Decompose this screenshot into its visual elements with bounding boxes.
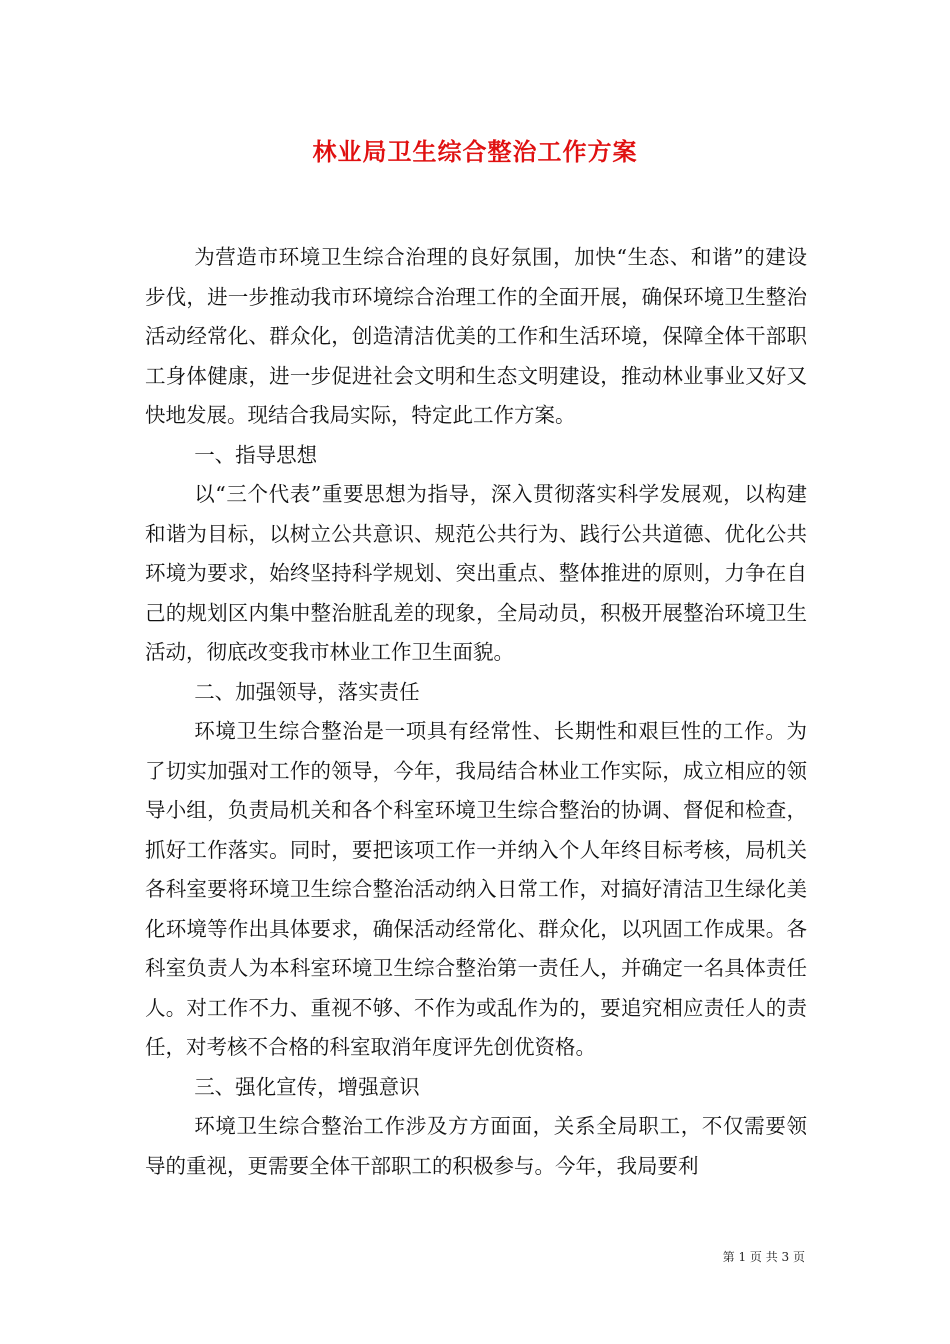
document-body: [145, 238, 807, 1186]
intro-paragraph: 为营造市环境卫生综合治理的良好氛围，加快“生态、和谐”的建设步伐，进一步推动我市环境综合治理工作的全面开展，确保环境卫生整治活动经常化、群众化，创造清洁优美的工作和生活环境，保障全体干部职工身体健康，进一步促进社会文明和生态文明建设，推动林业事业又好又快地发展。现结合我局实际，特定此工作方案。: [145, 245, 807, 427]
section-heading-guiding-ideology: 一、指导思想: [194, 442, 318, 467]
page-number: 第 1 页 共 3 页: [722, 1250, 805, 1264]
section-heading-leadership: 二、加强领导，落实责任: [194, 679, 420, 704]
document-title: 林业局卫生综合整治工作方案: [312, 137, 638, 166]
leadership-paragraph: 环境卫生综合整治是一项具有经常性、长期性和艰巨性的工作。为了切实加强对工作的领导，今年，我局结合林业工作实际，成立相应的领导小组，负责局机关和各个科室环境卫生综合整治的协调、督促和检查，抓好工作落实。同时，要把该项工作一并纳入个人年终目标考核，局机关各科室要将环境卫生综合整治活动纳入日常工作，对搞好清洁卫生绿化美化环境等作出具体要求，确保活动经常化、群众化，以巩固工作成果。各科室负责人为本科室环境卫生综合整治第一责任人，并确定一名具体责任人。对工作不力、重视不够、不作为或乱作为的，要追究相应责任人的责任，对考核不合格的科室取消年度评先创优资格。: [145, 719, 807, 1059]
section-heading-publicity: 三、强化宣传，增强意识: [194, 1074, 420, 1099]
publicity-paragraph: 环境卫生综合整治工作涉及方方面面，关系全局职工，不仅需要领导的重视，更需要全体干部职工的积极参与。今年，我局要利: [145, 1114, 807, 1178]
guiding-ideology-paragraph: 以“三个代表”重要思想为指导，深入贯彻落实科学发展观，以构建和谐为目标，以树立公共意识、规范公共行为、践行公共道德、优化公共环境为要求，始终坚持科学规划、突出重点、整体推进的原则，力争在自己的规划区内集中整治脏乱差的现象，全局动员，积极开展整治环境卫生活动，彻底改变我市林业工作卫生面貌。: [145, 482, 807, 664]
